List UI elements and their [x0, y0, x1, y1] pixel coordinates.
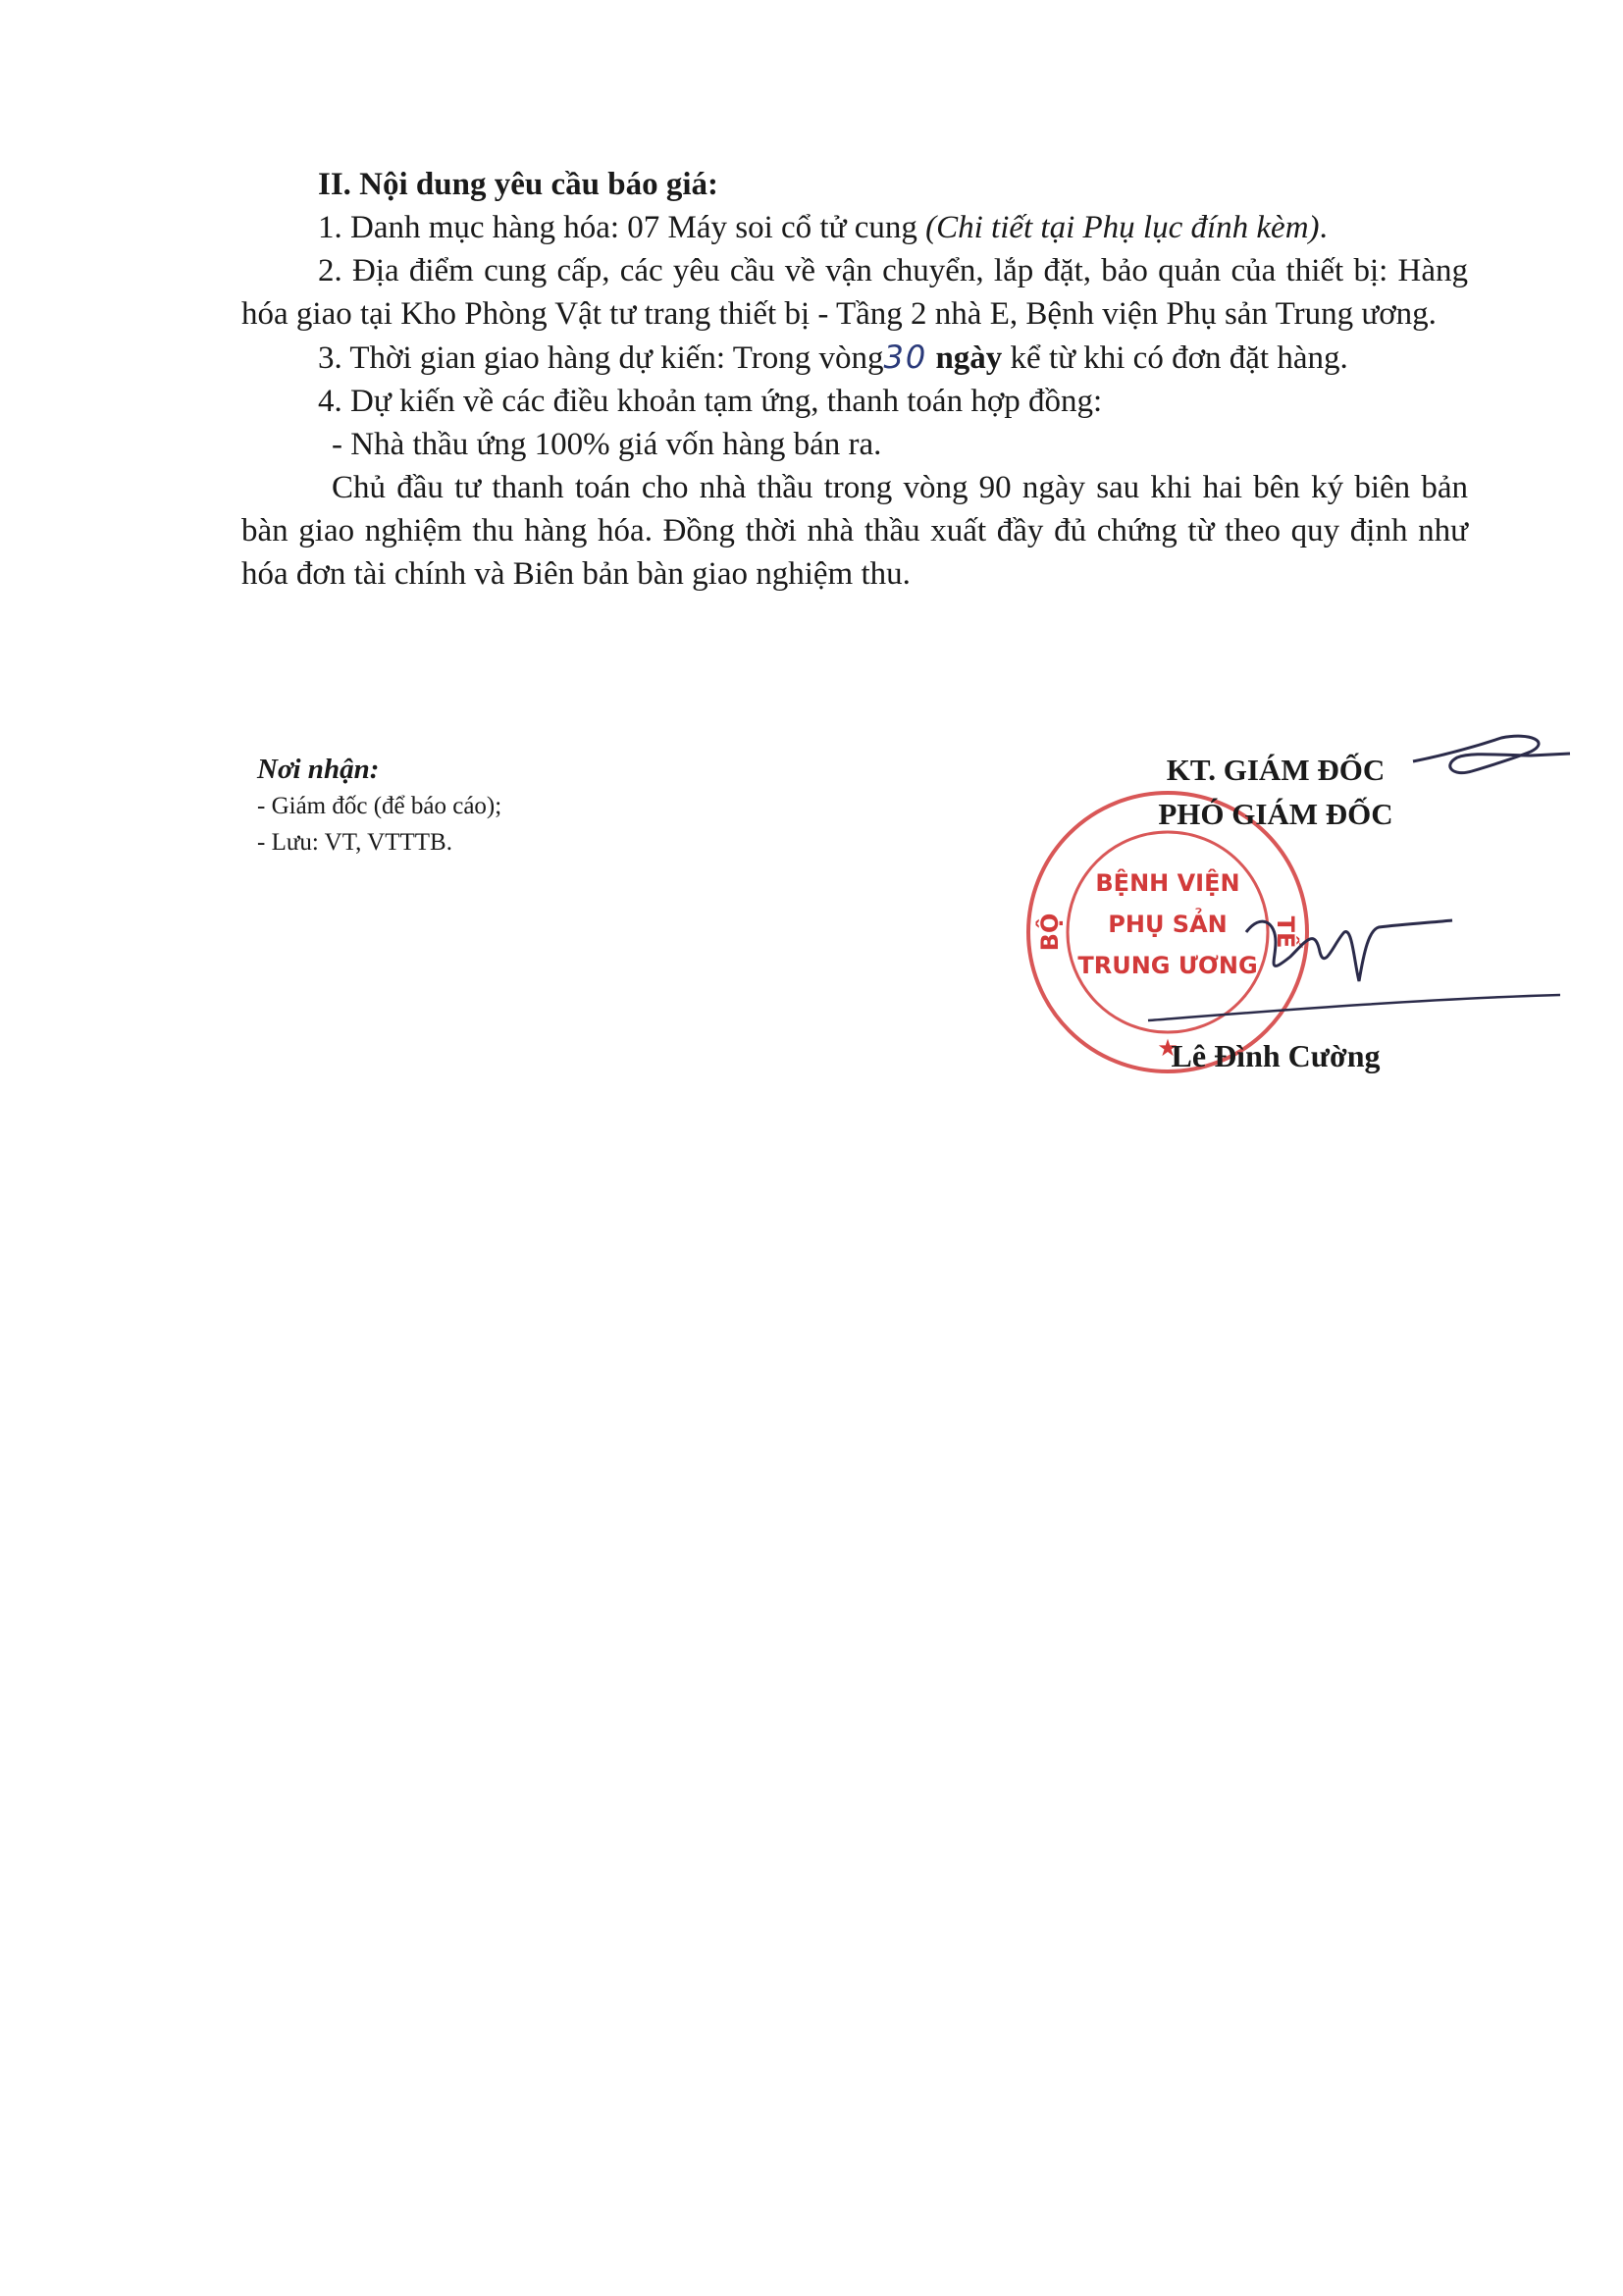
document-body [241, 163, 1468, 596]
item-3 [241, 336, 1468, 380]
recipients-block [257, 752, 748, 861]
item-1-italic: (Chi tiết tại Phụ lục đính kèm) [925, 210, 1320, 245]
section-heading: II. Nội dung yêu cầu báo giá: [318, 167, 719, 202]
item-3-end: kể từ khi có đơn đặt hàng. [1002, 340, 1348, 376]
stamp-line-1: BỆNH VIỆN [1095, 869, 1240, 897]
signer-name: Lê Đình Cường [1171, 1038, 1381, 1073]
recipients-title: Nơi nhận: [257, 754, 380, 785]
item-1 [241, 206, 1468, 249]
item-3-handwritten-number: 30 [883, 339, 928, 376]
stamp-right-mark: TẾ [1272, 915, 1299, 949]
stamp-line-3: TRUNG ƯƠNG [1077, 952, 1258, 979]
item-3-start: 3. Thời gian giao hàng dự kiến: Trong vòng [318, 340, 884, 376]
item-2: 2. Địa điểm cung cấp, các yêu cầu về vận chuyển, lắp đặt, bảo quản của thiết bị: Hàng hóa giao tại Kho Phòng Vật tư trang thiết bị - Tầng 2 nhà E, Bệnh viện Phụ sản Trung ương. [241, 253, 1468, 332]
signature-block [1079, 748, 1472, 836]
stamp-line-2: PHỤ SẢN [1108, 911, 1228, 938]
item-3-bold: ngày [935, 340, 1003, 376]
stamp-left-mark: BỘ [1036, 913, 1064, 952]
item-1-end: . [1319, 210, 1328, 245]
payment-paragraph: Chủ đầu tư thanh toán cho nhà thầu trong vòng 90 ngày sau khi hai bên ký biên bản bàn giao nghiệm thu hàng hóa. Đồng thời nhà thầu xuất đầy đủ chứng từ theo quy định như hóa đơn tài chính và Biên bản bàn giao nghiệm thu. [241, 470, 1468, 592]
stamp-star-icon: ★ [1157, 1034, 1178, 1062]
advance-bullet: - Nhà thầu ứng 100% giá vốn hàng bán ra. [332, 427, 882, 462]
signature-title-2: PHÓ GIÁM ĐỐC [1158, 797, 1393, 831]
recipient-item: - Giám đốc (để báo cáo); [257, 793, 502, 819]
item-1-text: 1. Danh mục hàng hóa: 07 Máy soi cổ tử cung [318, 210, 926, 245]
signature-title-1: KT. GIÁM ĐỐC [1166, 753, 1386, 787]
recipient-item: - Lưu: VT, VTTTB. [257, 829, 452, 856]
item-4: 4. Dự kiến về các điều khoản tạm ứng, thanh toán hợp đồng: [318, 384, 1103, 419]
